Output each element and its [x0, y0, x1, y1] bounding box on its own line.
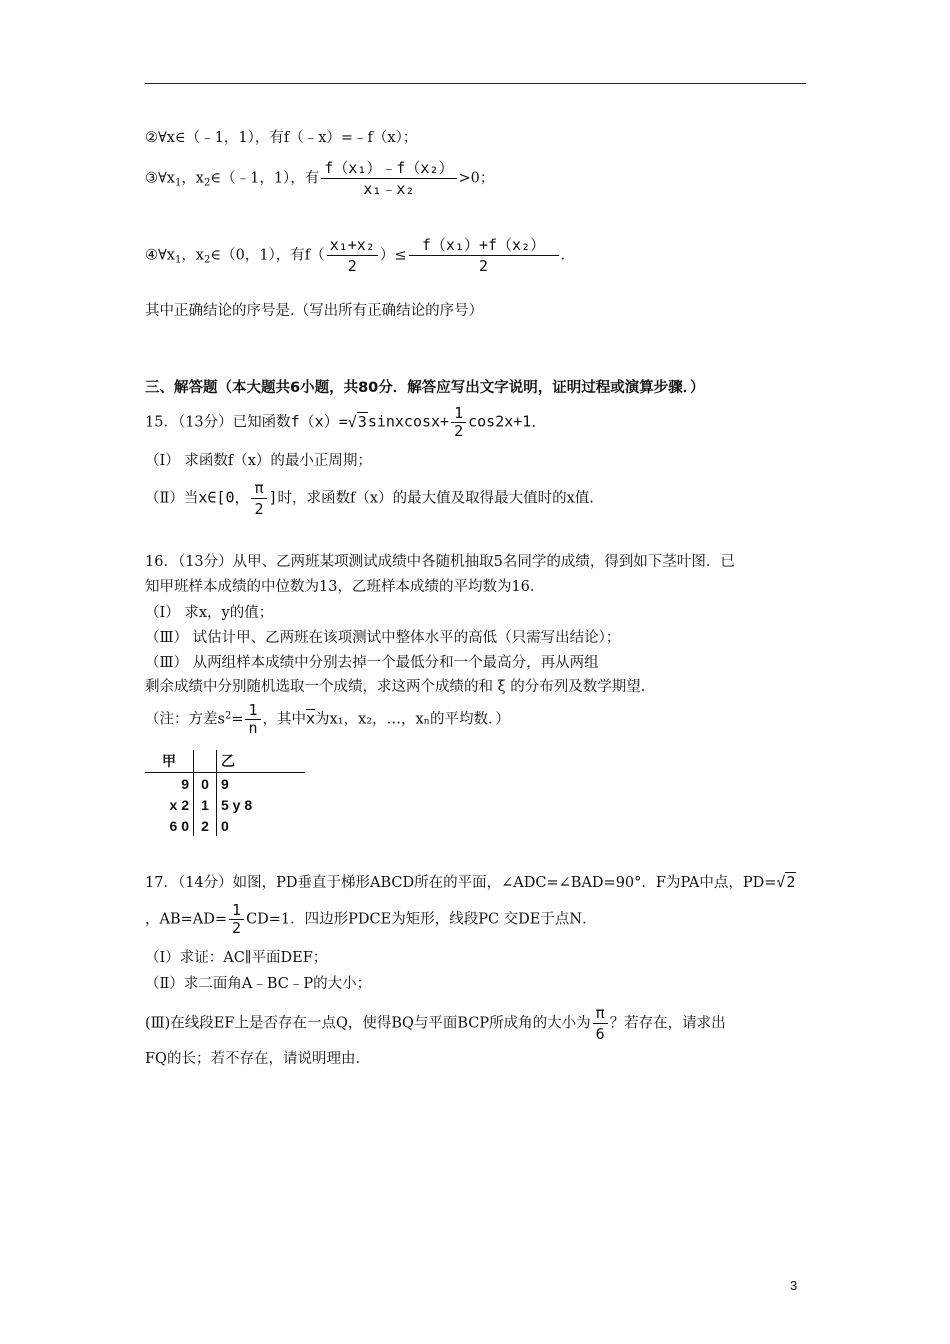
q14-item4-fraction-right: $\frac{\text{f（x₁）+f（x₂）}}{2}$: [409, 235, 559, 276]
section3-heading: 三、解答题（本大题共6小题，共80分．解答应写出文字说明，证明过程或演算步骤．）: [145, 380, 705, 396]
q16-part2: （Ⅲ） 试估计甲、乙两班在该项测试中整体水平的高低（只需写出结论）；: [145, 630, 621, 646]
q17-line1: 17．（14分）如图，PD垂直于梯形ABCD所在的平面，∠ADC=∠BAD=90°．F为PA中点，PD=√2: [145, 873, 796, 891]
q15-pi-fraction: $\frac{\pi}{2}$: [251, 478, 266, 519]
q16-part1: （Ⅰ） 求x，y的值；: [145, 605, 274, 621]
q14-item4: $④\forall x_1$，$x_2\in(0$，1），有f（ $\frac{\text{x₁+x₂}}{2}$ ）≤ $\frac{\text{f（x₁）+f（x₂）}}{2}$ .: [145, 236, 566, 275]
stem-leaf-plot: [145, 750, 305, 836]
q14-item3: $③\forall x_1$，$x_2\in(﹣1$，1），有 $\frac{\text{f（x₁）﹣f（x₂）}}{\text{x₁﹣x₂}}$ >0；: [145, 159, 495, 198]
q17-pi-fraction: $\frac{\pi}{6}$: [593, 1003, 608, 1044]
stem-leaf-header: 甲 乙: [145, 750, 305, 773]
q17-part3b: FQ的长；若不存在，请说明理由．: [145, 1051, 370, 1067]
q17-part1: （Ⅰ）求证：AC∥平面DEF；: [145, 950, 328, 966]
header-rule: [145, 83, 806, 84]
q15-stem: 15．（13分）已知函数f（x）=√3sinxcosx+ $\frac{1}{2}$ cos2x+1．: [145, 404, 547, 440]
q14-item3-fraction: $\frac{\text{f（x₁）﹣f（x₂）}}{\text{x₁﹣x₂}}$: [321, 158, 456, 199]
x-bar: $\overline{x}$: [306, 709, 316, 728]
q14-conclusion: 其中正确结论的序号是.（写出所有正确结论的序号）: [145, 303, 484, 319]
q16-line2: 知甲班样本成绩的中位数为13，乙班样本成绩的平均数为16．: [145, 579, 545, 595]
sqrt-symbol: √3: [347, 412, 367, 431]
q16-line1: 16．（13分）从甲、乙两班某项测试成绩中各随机抽取5名同学的成绩，得到如下茎叶图．已: [145, 554, 735, 570]
page-number: 3: [790, 1278, 798, 1293]
q17-part2: （Ⅱ）求二面角A﹣BC﹣P的大小；: [145, 976, 372, 992]
q16-part3b: 剩余成绩中分别随机选取一个成绩，求这两个成绩的和 ξ 的分布列及数学期望.: [145, 679, 646, 695]
q17-line2: ，AB=AD= $\frac{1}{2}$ CD=1．四边形PDCE为矩形，线段PC 交DE于点N．: [145, 901, 597, 937]
sqrt-symbol: √2: [776, 873, 796, 891]
stem-leaf-row: x 2 1 5 y 8: [145, 794, 305, 815]
stem-leaf-row: 9 0 9: [145, 773, 305, 795]
q17-part3: (Ⅲ)在线段EF上是否存在一点Q，使得BQ与平面BCP所成角的大小为 $\frac{\pi}{6}$ ？若存在，请求出: [145, 1004, 726, 1043]
q14-item2: ②∀x∈（﹣1，1），有f（﹣x）=﹣f（x）；: [145, 130, 418, 146]
q16-note: （注：方差$s^2=$ $\frac{1}{n}$ ，其中$\overline{x}$为x₁，x₂，…，xₙ的平均数．）: [145, 701, 510, 737]
q15-part1: （Ⅰ） 求函数f（x）的最小正周期；: [145, 453, 372, 469]
stem-leaf-row: 6 0 2 0: [145, 815, 305, 836]
q14-item4-fraction-left: $\frac{\text{x₁+x₂}}{2}$: [327, 235, 378, 276]
q16-note-fraction: $\frac{1}{n}$: [245, 702, 260, 737]
q15-part2: （Ⅱ）当x∈[0， $\frac{\pi}{2}$ ]时，求函数f（x）的最大值及取得最大值时的x值.: [145, 479, 594, 518]
q17-half-fraction: $\frac{1}{2}$: [229, 902, 244, 937]
q15-half-fraction: $\frac{1}{2}$: [451, 405, 466, 440]
q16-part3: （Ⅲ） 从两组样本成绩中分别去掉一个最低分和一个最高分，再从两组: [145, 655, 599, 671]
